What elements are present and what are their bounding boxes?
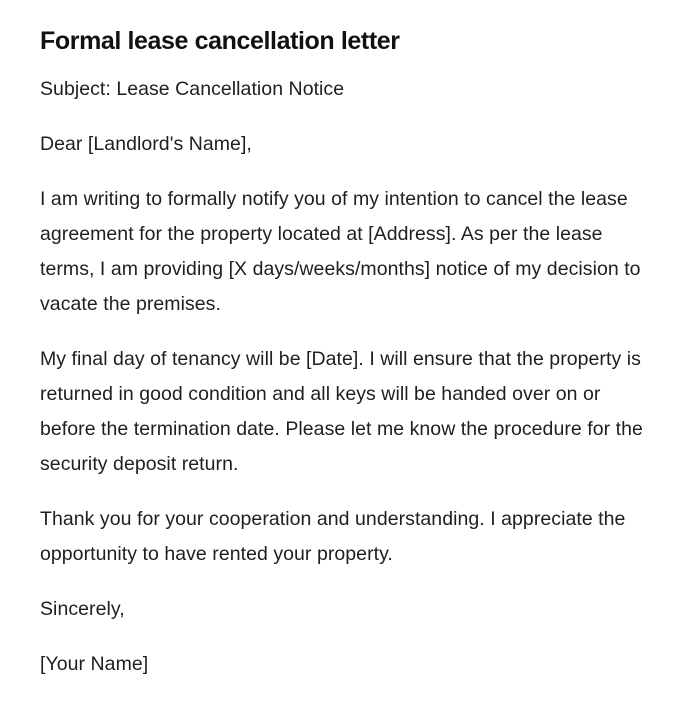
signature: [Your Name] [40, 653, 149, 675]
closing: Sincerely, [40, 598, 125, 620]
salutation: Dear [Landlord's Name], [40, 133, 252, 155]
letter-title: Formal lease cancellation letter [40, 27, 400, 55]
body-paragraph-notice: I am writing to formally notify you of my intention to cancel the lease agreement for the property located at [Address]. As per the lease terms, I am providing [X days/weeks/months] notice of my decision to vacate the premises. [40, 188, 641, 315]
subject-line: Subject: Lease Cancellation Notice [40, 78, 345, 100]
letter-document [40, 24, 650, 702]
body-paragraph-thanks: Thank you for your cooperation and understanding. I appreciate the opportunity to have rented your property. [40, 508, 626, 565]
body-paragraph-final-day: My final day of tenancy will be [Date]. I will ensure that the property is returned in good condition and all keys will be handed over on or before the termination date. Please let me know the procedure for the security deposit return. [40, 348, 643, 475]
